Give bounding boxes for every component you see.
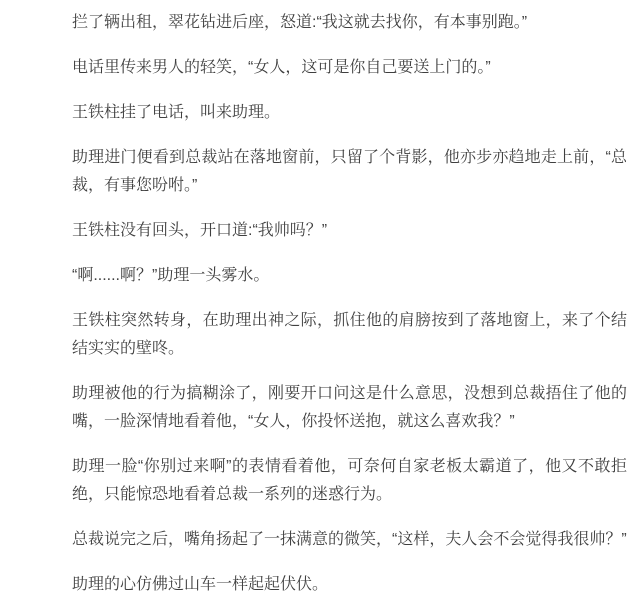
paragraph: 总裁说完之后，嘴角扬起了一抹满意的微笑，“这样，夫人会不会觉得我很帅？” [72, 531, 627, 548]
paragraph: 王铁柱突然转身，在助理出神之际，抓住他的肩膀按到了落地窗上，来了个结结实实的壁咚。 [72, 312, 627, 357]
paragraph: 助理的心仿佛过山车一样起起伏伏。 [72, 576, 329, 593]
paragraph: 拦了辆出租，翠花钻进后座，怒道:“我这就去找你，有本事别跑。” [72, 14, 528, 31]
paragraph: 电话里传来男人的轻笑，“女人，这可是你自己要送上门的。” [72, 59, 491, 76]
paragraph: 助理一脸“你别过来啊”的表情看着他，可奈何自家老板太霸道了，他又不敢拒绝，只能惊恐地看着总裁一系列的迷惑行为。 [72, 458, 627, 503]
paragraph: “啊......啊？”助理一头雾水。 [72, 267, 270, 284]
paragraph: 王铁柱挂了电话，叫来助理。 [72, 104, 281, 121]
paragraph: 助理被他的行为搞糊涂了，刚要开口问这是什么意思，没想到总裁捂住了他的嘴，一脸深情地看着他，“女人，你投怀送抱，就这么喜欢我？” [72, 385, 627, 430]
paragraph: 王铁柱没有回头，开口道:“我帅吗？” [72, 222, 328, 239]
paragraph: 助理进门便看到总裁站在落地窗前，只留了个背影，他亦步亦趋地走上前，“总裁，有事您吩咐。” [72, 149, 627, 194]
